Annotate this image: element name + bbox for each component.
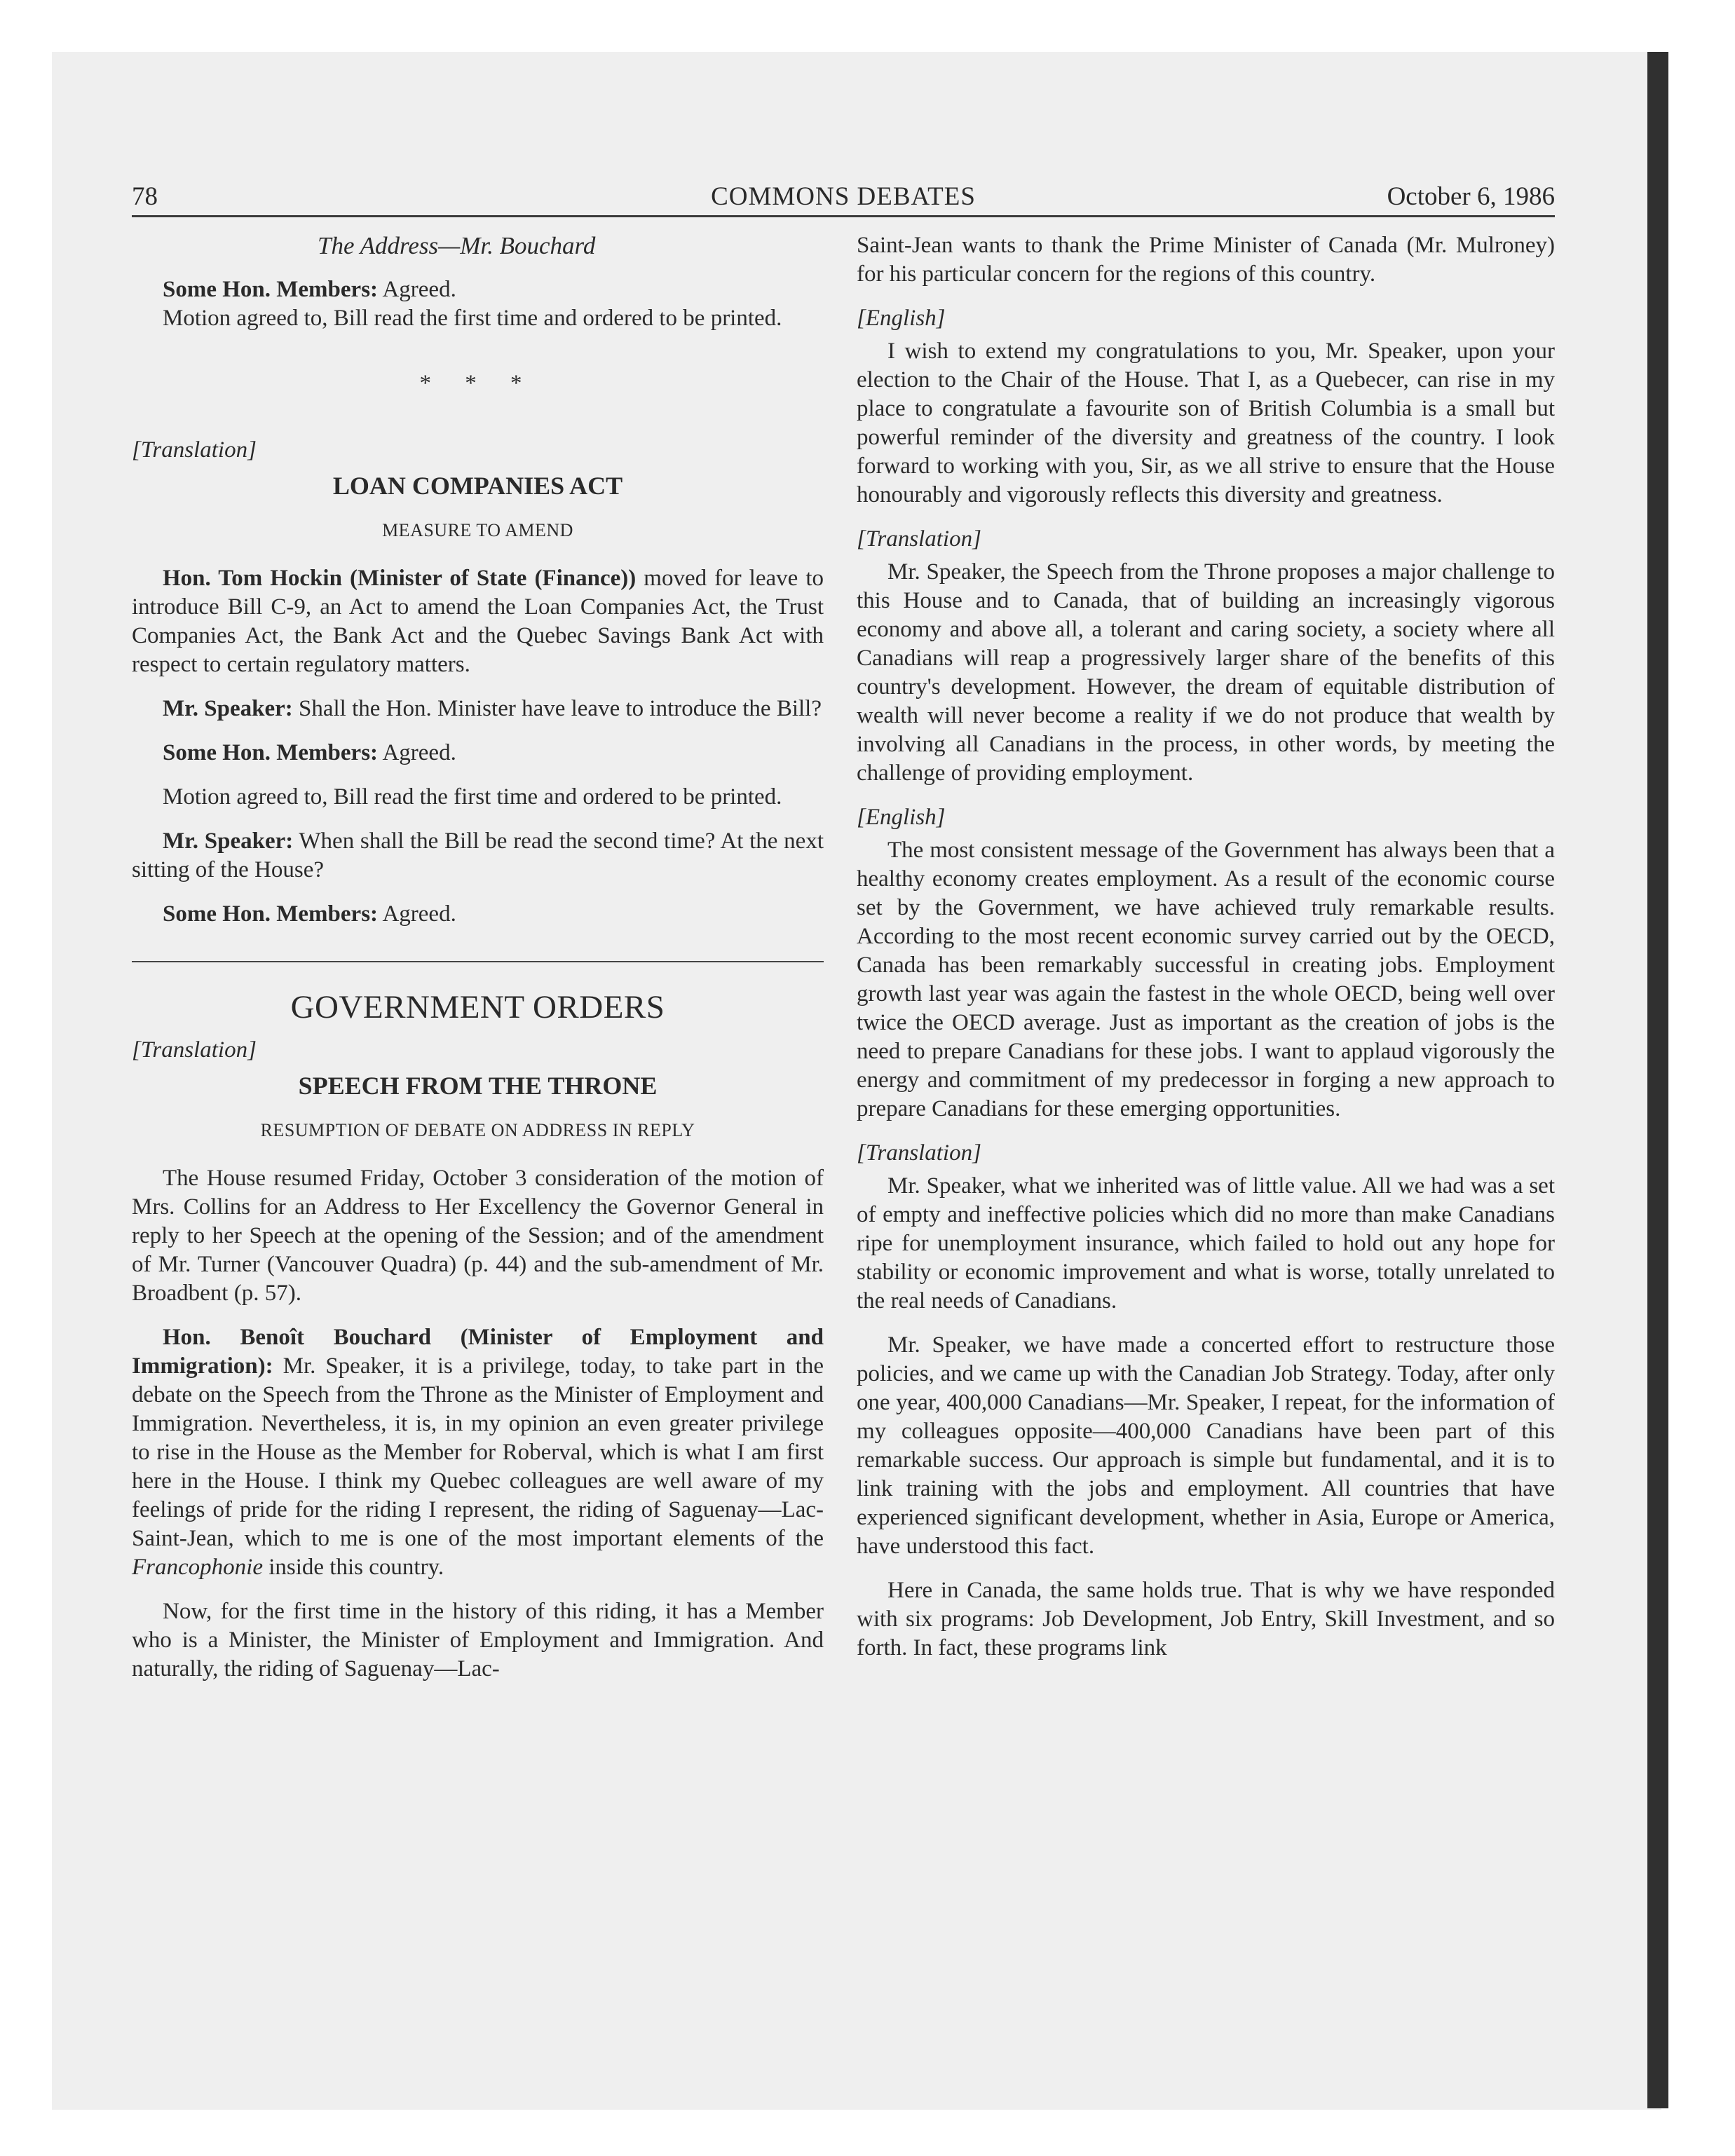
paragraph: Mr. Speaker, what we inherited was of little value. All we had was a set of empty and ineffective policies which did no more than make Canadians ripe for unemployment insurance, which failed to hold out any hope for stability or economic improvement and what is worse, totally unrelated to the real needs of Canadians. [857, 1173, 1555, 1314]
paragraph: I wish to extend my congratulations to you, Mr. Speaker, upon your election to the Chair of the House. That I, as a Quebecer, can rise in my place to congratulate a favourite son of British Columbia is a small but powerful reminder of the diversity and greatness of the country. I look forward to working with you, Sir, as we all strive to ensure that the House honourably and vigorously reflects this diversity and greatness. [857, 339, 1555, 507]
speaker-name: Some Hon. Members: [163, 740, 379, 765]
section-divider [132, 961, 824, 962]
paragraph: Some Hon. Members: Agreed. [163, 901, 456, 927]
paragraph: The House resumed Friday, October 3 consideration of the motion of Mrs. Collins for an Address to Her Excellency the Governor General in reply to her Speech at the opening of the Session; and of the amendment of Mr. Turner (Vancouver Quadra) (p. 44) and the sub-amendment of Mr. Broadbent (p. 57). [132, 1166, 824, 1306]
paragraph: Here in Canada, the same holds true. That is why we have responded with six programs: Job Development, Job Entry, Skill Investment, and so forth. In fact, these programs link [857, 1578, 1555, 1660]
language-note: [Translation] [132, 1037, 257, 1063]
paragraph: Mr. Speaker, the Speech from the Throne proposes a major challenge to this House and to Canada, that of building an increasingly vigorous economy and above all, a tolerant and caring society, a society where all Canadians will reap a progressively larger share of the benefits of this country's development. However, the dream of equitable distribution of wealth will never become a reality if we do not produce that wealth by involving all Canadians in the process, in other words, by meeting the challenge of providing employment. [857, 559, 1555, 786]
language-note: [Translation] [857, 1140, 981, 1166]
language-note: [English] [857, 306, 946, 331]
paragraph: Hon. Benoît Bouchard (Minister of Employment and Immigration): Mr. Speaker, it is a privilege, today, to take part in the debate on the Speech from the Throne as the Minister of Employment and Immigration. Nevertheless, it is, in my opinion an even greater privilege to rise in the House as the Member for Roberval, which is what I am first here in the House. I think my Quebec colleagues are well aware of my feelings of pride for the riding I represent, the riding of Saguenay—Lac-Saint-Jean, which to me is one of the most important elements of the Francophonie inside this country. [132, 1325, 824, 1580]
paragraph: Mr. Speaker: When shall the Bill be read the second time? At the next sitting of the House? [132, 828, 824, 882]
speaker-name: Mr. Speaker: [163, 828, 294, 854]
paragraph: Saint-Jean wants to thank the Prime Minister of Canada (Mr. Mulroney) for his particular concern for the regions of this country. [857, 233, 1555, 287]
speaker-name: Hon. Tom Hockin (Minister of State (Finance)) [163, 566, 637, 591]
language-note: [English] [857, 805, 946, 830]
section-break: * * * [419, 371, 536, 396]
paragraph: Now, for the first time in the history of this riding, it has a Member who is a Minister, the Minister of Employment and Immigration. And naturally, the riding of Saguenay—Lac- [132, 1599, 824, 1681]
page-header [132, 179, 1555, 217]
paragraph: Mr. Speaker, we have made a concerted effort to restructure those policies, and we came up with the Canadian Job Strategy. Today, after only one year, 400,000 Canadians—Mr. Speaker, I repeat, for the information of my colleagues opposite—400,000 Canadians have been part of this remarkable success. Our approach is simple but fundamental, and it is to link training with the jobs and employment. All countries that have experienced significant development, whether in Asia, Europe or America, have understood this fact. [857, 1332, 1555, 1559]
publication-title: COMMONS DEBATES [711, 182, 976, 211]
speaker-name: Some Hon. Members: [163, 277, 379, 302]
left-column [132, 231, 824, 1684]
speaker-name: Hon. Benoît Bouchard (Minister of Employment and Immigration): [132, 1325, 824, 1379]
paragraph: Some Hon. Members: Agreed. [163, 277, 456, 302]
scan-edge [1647, 52, 1668, 2108]
debate-subheading: RESUMPTION OF DEBATE ON ADDRESS IN REPLY [260, 1120, 695, 1140]
paragraph: Some Hon. Members: Agreed. [163, 740, 456, 765]
paragraph: Motion agreed to, Bill read the first time and ordered to be printed. [163, 306, 782, 331]
page-number: 78 [132, 182, 158, 211]
bill-subheading: MEASURE TO AMEND [382, 520, 573, 540]
right-column [857, 231, 1555, 1663]
section-title: GOVERNMENT ORDERS [290, 989, 665, 1025]
paragraph: Mr. Speaker: Shall the Hon. Minister have leave to introduce the Bill? [163, 696, 822, 721]
speaker-name: Mr. Speaker: [163, 696, 293, 721]
paragraph: The most consistent message of the Government has always been that a healthy economy creates employment. As a result of the economic course set by the Government, we have achieved truly remarkable results. According to the most recent economic survey carried out by the OECD, Canada has been remarkably successful in creating jobs. Employment growth last year was again the fastest in the whole OECD, being well over twice the OECD average. Just as important as the creation of jobs is the need to prepare Canadians for these jobs. I want to applaud vigorously the energy and commitment of my predecessor in forging a new approach to prepare Canadians for these emerging opportunities. [857, 838, 1555, 1121]
paragraph: Hon. Tom Hockin (Minister of State (Finance)) moved for leave to introduce Bill C-9, an Act to amend the Loan Companies Act, the Trust Companies Act, the Bank Act and the Quebec Savings Bank Act with respect to certain regulatory matters. [132, 566, 824, 677]
issue-date: October 6, 1986 [1387, 182, 1555, 211]
bill-title: LOAN COMPANIES ACT [332, 472, 623, 500]
language-note: [Translation] [857, 526, 981, 552]
running-head: The Address—Mr. Bouchard [318, 232, 596, 259]
debate-title: SPEECH FROM THE THRONE [298, 1072, 658, 1100]
paragraph: Motion agreed to, Bill read the first time and ordered to be printed. [163, 784, 782, 810]
speaker-name: Some Hon. Members: [163, 901, 379, 927]
language-note: [Translation] [132, 437, 257, 463]
